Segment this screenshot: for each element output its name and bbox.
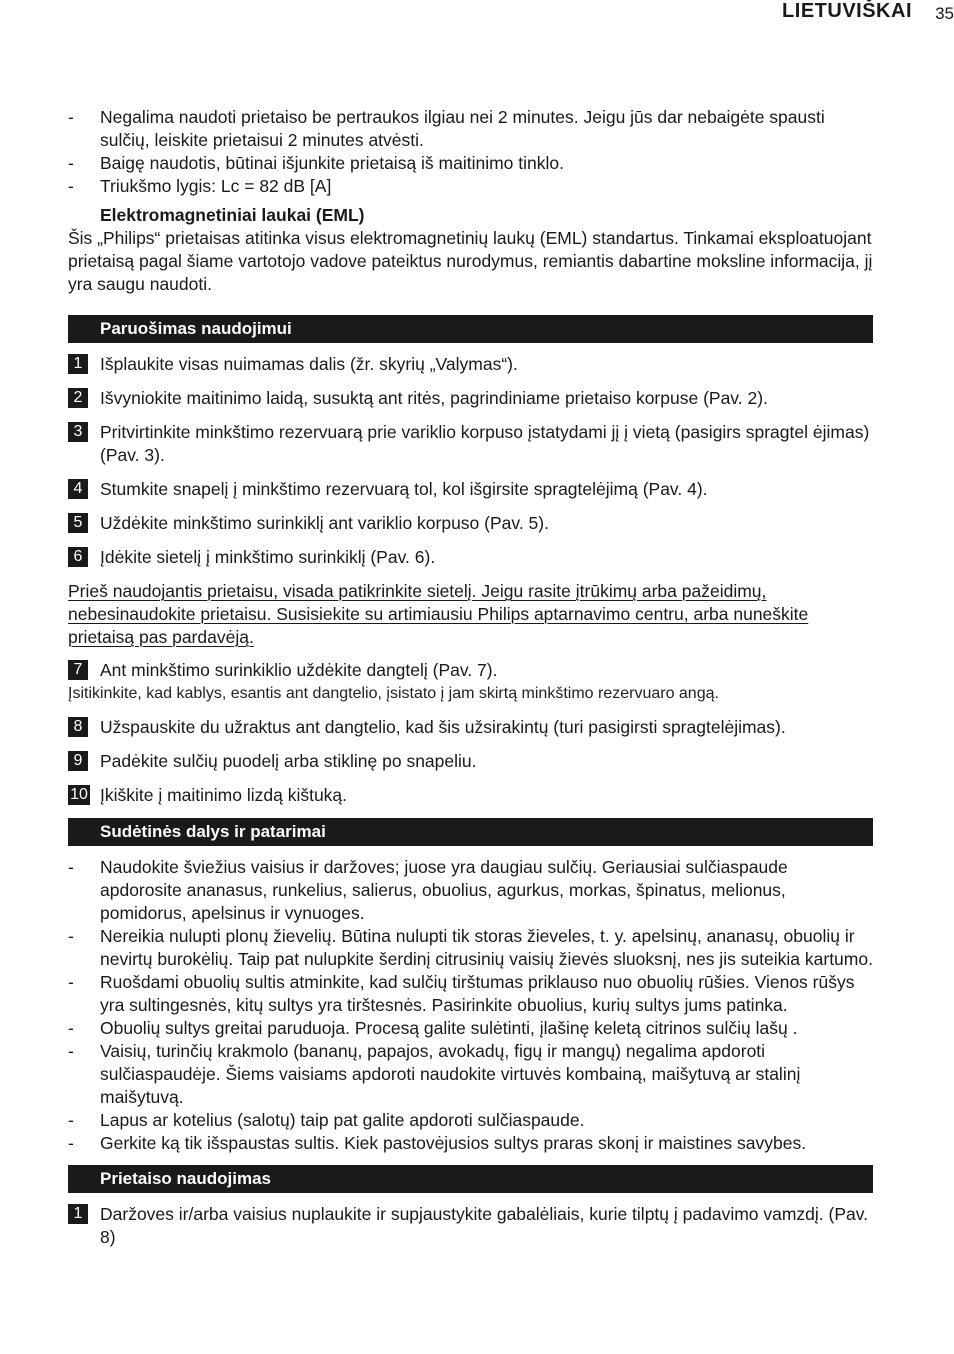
step-number: 4 [68, 479, 88, 499]
step-item [68, 478, 873, 501]
step-item [68, 784, 873, 807]
step-text: Uždėkite minkštimo surinkiklį ant variklio korpuso (Pav. 5). [100, 513, 549, 533]
step-number: 5 [68, 513, 88, 533]
safety-list [68, 106, 873, 198]
step-number: 1 [68, 1204, 88, 1224]
list-item: - Vaisių, turinčių krakmolo (bananų, papajos, avokadų, figų ir mangų) negalima apdoroti sulčiaspaudėje. Šiems vaisiams apdoroti naudokite virtuvės kombainą, maišytuvą ar stalinį maišytuvą. [68, 1041, 801, 1107]
step-item [68, 353, 873, 376]
tips-list [68, 856, 873, 1155]
step-text: Ant minkštimo surinkiklio uždėkite dangtelį (Pav. 7). [100, 660, 498, 680]
step-number: 7 [68, 660, 88, 680]
step-item [68, 546, 873, 569]
step-number: 10 [68, 785, 90, 805]
step-note: Įsitikinkite, kad kablys, esantis ant dangtelio, įsistato į jam skirtą minkštimo rezervuaro angą. [68, 685, 719, 702]
list-item: - Ruošdami obuolių sultis atminkite, kad sulčių tirštumas priklauso nuo obuolių rūšies. Vienos rūšys yra sultingesnės, kitų sultys yra tirštesnės. Pasirinkite obuolius, kurių sultys jums patinka. [68, 972, 855, 1015]
list-item: - Obuolių sultys greitai paruduoja. Procesą galite sulėtinti, įlašinę keletą citrinos sulčių lašų . [68, 1018, 798, 1038]
language-label: LIETUVIŠKAI [782, 0, 912, 22]
step-item [68, 659, 873, 705]
step-text: Išvyniokite maitinimo laidą, susuktą ant ritės, pagrindiniame prietaiso korpuse (Pav. 2). [100, 388, 768, 408]
step-item [68, 387, 873, 410]
list-item: - Baigę naudotis, būtinai išjunkite prietaisą iš maitinimo tinklo. [68, 153, 564, 173]
step-item [68, 512, 873, 535]
step-text: Užspauskite du užraktus ant dangtelio, kad šis užsirakintų (turi pasigirsti spragtelėjimas). [100, 717, 786, 737]
step-number: 2 [68, 388, 88, 408]
step-text: Įkiškite į maitinimo lizdą kištuką. [100, 785, 348, 805]
list-item: - Nereikia nulupti plonų žievelių. Būtina nulupti tik storas žieveles, t. y. apelsinų, ananasų, obuolių ir nevirtų burokėlių. Taip pat nulupkite šerdinį citrusinių vaisių žievės sluoksnį, nes jis suteikia kartumo. [68, 926, 873, 969]
section-heading-preparation: Paruošimas naudojimui [68, 315, 873, 343]
step-item [68, 1203, 873, 1249]
step-text: Stumkite snapelį į minkštimo rezervuarą tol, kol išgirsite spragtelėjimą (Pav. 4). [100, 479, 708, 499]
page-content [68, 106, 873, 1260]
list-item: - Triukšmo lygis: Lc = 82 dB [A] [68, 176, 332, 196]
list-item: - Lapus ar kotelius (salotų) taip pat galite apdoroti sulčiaspaude. [68, 1110, 585, 1130]
section-heading-tips: Sudėtinės dalys ir patarimai [68, 818, 873, 846]
step-number: 3 [68, 422, 88, 442]
step-item [68, 421, 873, 467]
filter-warning: Prieš naudojantis prietaisu, visada patikrinkite sietelį. Jeigu rasite įtrūkimų arba pažeidimų, nebesinaudokite prietaisu. Susisiekite su artimiausiu Philips aptarnavimo centru, arba nuneškite prietaisą pas pardavėją. [68, 581, 809, 647]
preparation-steps [68, 353, 873, 569]
step-number: 9 [68, 751, 88, 771]
step-text: Pritvirtinkite minkštimo rezervuarą prie variklio korpuso įstatydami jį į vietą (pasigirs spragtel ėjimas) (Pav. 3). [100, 422, 870, 465]
step-number: 6 [68, 547, 88, 567]
page-header [0, 0, 954, 26]
step-item [68, 750, 873, 773]
step-text: Įdėkite sietelį į minkštimo surinkiklį (Pav. 6). [100, 547, 436, 567]
eml-heading: Elektromagnetiniai laukai (EML) [100, 205, 365, 225]
step-text: Daržoves ir/arba vaisius nuplaukite ir supjaustykite gabalėliais, kurie tilptų į padavimo vamzdį. (Pav. 8) [100, 1204, 869, 1247]
step-number: 1 [68, 354, 88, 374]
step-item [68, 716, 873, 739]
step-number: 8 [68, 717, 88, 737]
section-heading-usage: Prietaiso naudojimas [68, 1165, 873, 1193]
page-number: 35 [935, 4, 954, 23]
list-item: - Gerkite ką tik išspaustas sultis. Kiek pastovėjusios sultys praras skonį ir maistines savybes. [68, 1133, 807, 1153]
list-item: - Negalima naudoti prietaiso be pertraukos ilgiau nei 2 minutes. Jeigu jūs dar nebaigėte spausti sulčių, leiskite prietaisui 2 minutes atvėsti. [68, 107, 825, 150]
step-text: Padėkite sulčių puodelį arba stiklinę po snapeliu. [100, 751, 477, 771]
list-item: - Naudokite šviežius vaisius ir daržoves; juose yra daugiau sulčių. Geriausiai sulčiaspaude apdorosite ananasus, runkelius, salierus, obuolius, agurkus, morkas, špinatus, melionus, pomidorus, apelsinus ir vynuoges. [68, 857, 788, 923]
step-text: Išplaukite visas nuimamas dalis (žr. skyrių „Valymas“). [100, 354, 518, 374]
eml-paragraph: Šis „Philips“ prietaisas atitinka visus elektromagnetinių laukų (EML) standartus. Tinkamai eksploatuojant prietaisą pagal šiame vartotojo vadove pateiktus nurodymus, remiantis dabartine moksline informacija, jį yra saugu naudoti. [68, 228, 873, 294]
